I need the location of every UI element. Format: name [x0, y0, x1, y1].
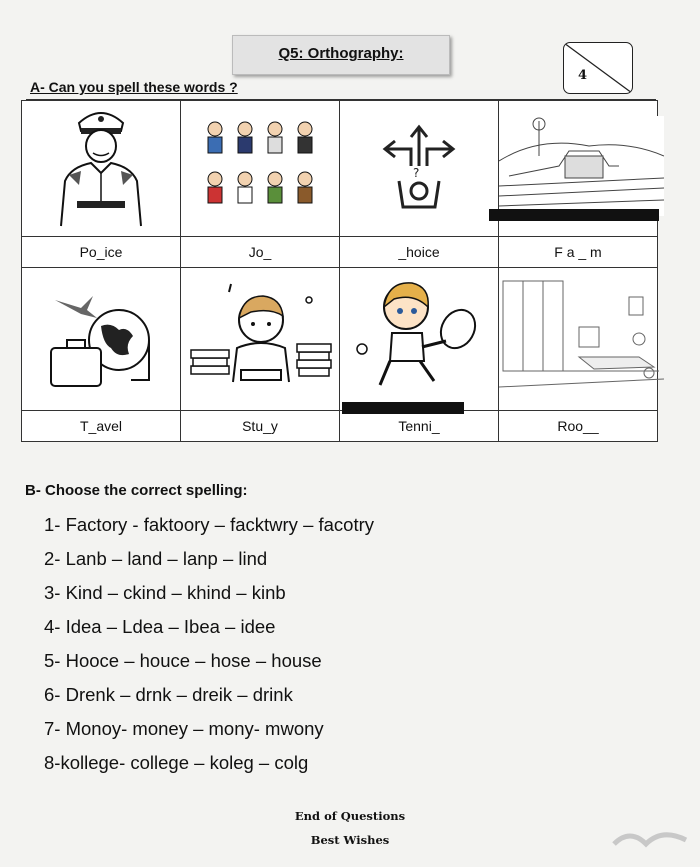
word-job: Jo_	[181, 237, 340, 268]
question-item: 5- Hooce – houce – hose – house	[44, 650, 322, 671]
question-list	[44, 512, 374, 784]
picture-cell-police	[22, 101, 181, 237]
section-b-heading: B- Choose the correct spelling:	[25, 482, 248, 499]
title-text: Q5: Orthography:	[278, 45, 404, 62]
end-of-questions: End of Questions	[294, 809, 406, 823]
bedroom-icon	[499, 277, 664, 397]
stock-banner	[489, 209, 659, 221]
studying-boy-icon	[181, 282, 341, 392]
spelling-grid	[21, 100, 658, 442]
stock-banner	[342, 402, 464, 414]
word-police: Po_ice	[22, 237, 181, 268]
question-title	[232, 35, 450, 75]
word-tennis: Tenni_	[340, 411, 499, 442]
travel-globe-icon	[41, 282, 161, 392]
police-officer-icon	[41, 101, 161, 231]
picture-cell-room	[499, 268, 658, 411]
score-value: 4	[578, 68, 588, 83]
people-jobs-icon	[195, 111, 325, 221]
word-room: Roo__	[499, 411, 658, 442]
farm-icon	[499, 116, 664, 216]
choice-arrows-icon	[369, 111, 469, 221]
question-item: 6- Drenk – drnk – dreik – drink	[44, 684, 293, 705]
picture-cell-jobs	[181, 101, 340, 237]
question-item: 3- Kind – ckind – khind – kinb	[44, 582, 286, 603]
tennis-boy-icon	[354, 277, 484, 397]
score-box	[563, 42, 633, 94]
picture-cell-travel	[22, 268, 181, 411]
question-item: 2- Lanb – land – lanp – lind	[44, 548, 268, 569]
watermark-logo	[610, 824, 690, 861]
question-item: 1- Factory - faktoory – facktwry – facotry	[44, 514, 375, 535]
score-diagonal	[564, 43, 632, 93]
picture-cell-choice	[340, 101, 499, 237]
svg-text:?: ?	[413, 166, 420, 180]
watermark-icon	[610, 824, 690, 854]
word-farm: F a _ m	[499, 237, 658, 268]
best-wishes: Best Wishes	[310, 833, 390, 847]
picture-cell-tennis	[340, 268, 499, 411]
word-travel: T_avel	[22, 411, 181, 442]
word-choice: _hoice	[340, 237, 499, 268]
question-item: 7- Monoy- money – mony- mwony	[44, 718, 324, 739]
word-study: Stu_y	[181, 411, 340, 442]
section-a-heading: A- Can you spell these words ?	[30, 79, 238, 95]
question-item: 4- Idea – Ldea – Ibea – idee	[44, 616, 276, 637]
question-item: 8-kollege- college – koleg – colg	[44, 752, 309, 773]
picture-cell-study	[181, 268, 340, 411]
